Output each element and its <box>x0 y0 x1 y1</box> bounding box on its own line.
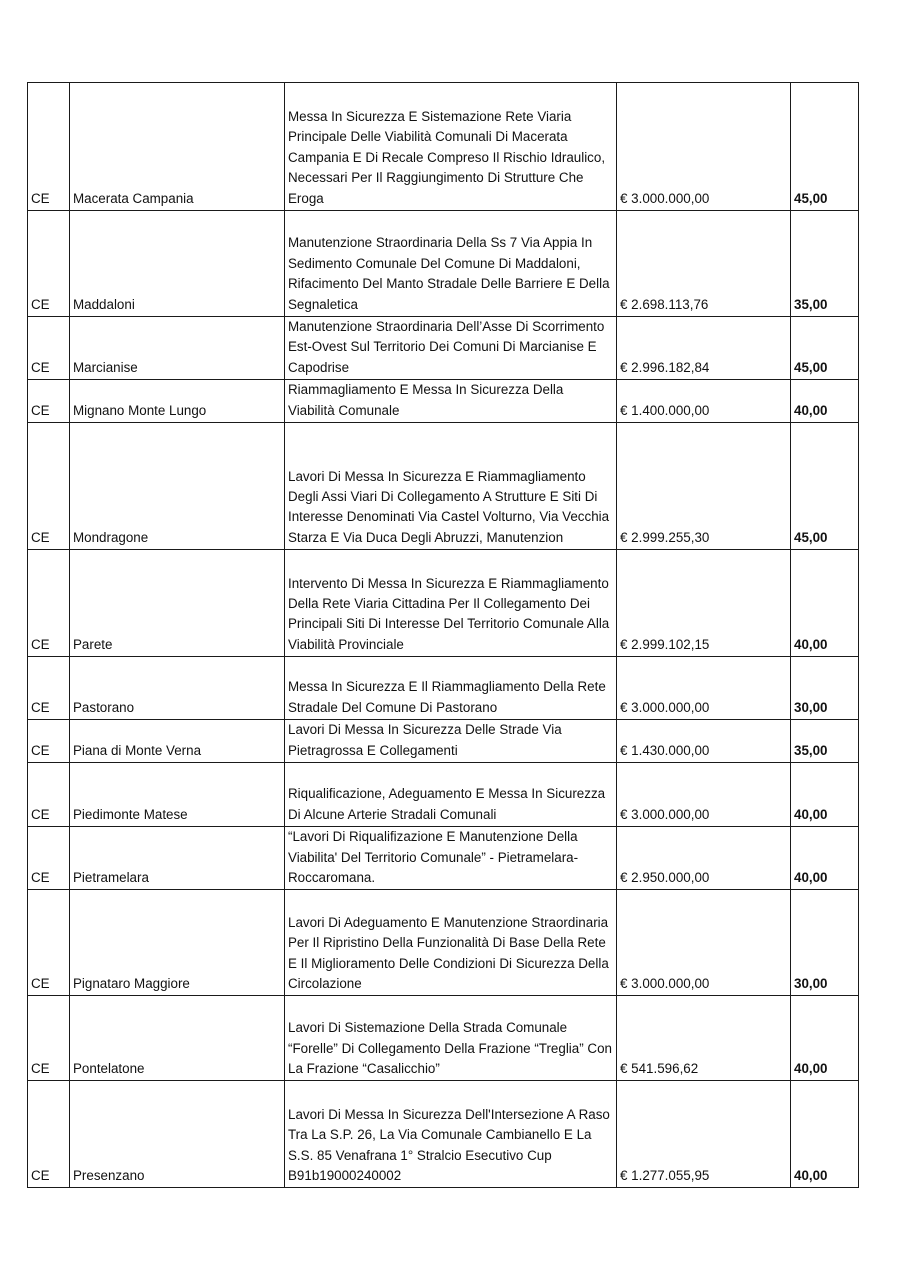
project-description: Manutenzione Straordinaria Dell’Asse Di Scorrimento Est-Ovest Sul Territorio Dei Comuni Di Marcianise E Capodrise <box>288 319 605 375</box>
score-cell <box>791 211 859 317</box>
description-cell <box>285 720 617 763</box>
province-cell <box>28 996 70 1081</box>
amount: € 1.400.000,00 <box>620 402 710 418</box>
table-row <box>28 890 859 996</box>
score: 45,00 <box>794 529 828 545</box>
province: CE <box>31 742 50 758</box>
project-description: Lavori Di Messa In Sicurezza Dell'Intersezione A Raso Tra La S.P. 26, La Via Comunale Cambianello E La S.S. 85 Venafrana 1° Stralcio Esecutivo Cup B91b19000240002 <box>288 1106 610 1184</box>
municipality: Pastorano <box>73 699 135 715</box>
table-row <box>28 380 859 423</box>
amount: € 3.000.000,00 <box>620 806 710 822</box>
score: 40,00 <box>794 870 828 886</box>
project-description: Riqualificazione, Adeguamento E Messa In Sicurezza Di Alcune Arterie Stradali Comunali <box>288 786 606 822</box>
score-cell <box>791 1081 859 1188</box>
province: CE <box>31 636 50 652</box>
municipality: Mondragone <box>73 529 149 545</box>
province: CE <box>31 359 50 375</box>
amount-cell <box>617 83 791 211</box>
amount: € 1.430.000,00 <box>620 742 710 758</box>
province: CE <box>31 402 50 418</box>
score: 45,00 <box>794 190 828 206</box>
municipality: Pietramelara <box>73 870 149 886</box>
province-cell <box>28 720 70 763</box>
project-description: Lavori Di Adeguamento E Manutenzione Straordinaria Per Il Ripristino Della Funzionalità Di Base Della Rete E Il Miglioramento Delle Condizioni Di Sicurezza Della Circolazione <box>288 914 609 992</box>
project-description: Intervento Di Messa In Sicurezza E Riammagliamento Della Rete Viaria Cittadina Per Il Collegamento Dei Principali Siti Di Interesse Del Territorio Comunale Alla Viabilità Provinciale <box>288 575 610 652</box>
amount: € 2.996.182,84 <box>620 359 710 375</box>
municipality-cell <box>70 83 285 211</box>
province: CE <box>31 529 50 545</box>
score: 30,00 <box>794 699 828 715</box>
score-cell <box>791 317 859 380</box>
amount-cell <box>617 1081 791 1188</box>
projects-table <box>27 82 859 1188</box>
project-description: Riammagliamento E Messa In Sicurezza Della Viabilità Comunale <box>288 382 564 418</box>
amount: € 1.277.055,95 <box>620 1168 710 1184</box>
province-cell <box>28 380 70 423</box>
description-cell <box>285 827 617 890</box>
score-cell <box>791 550 859 657</box>
municipality-cell <box>70 550 285 657</box>
municipality: Macerata Campania <box>73 190 194 206</box>
project-description: Messa In Sicurezza E Il Riammagliamento Della Rete Stradale Del Comune Di Pastorano <box>288 679 606 715</box>
score: 30,00 <box>794 976 828 992</box>
amount-cell <box>617 890 791 996</box>
score-cell <box>791 423 859 550</box>
amount-cell <box>617 317 791 380</box>
score: 40,00 <box>794 402 828 418</box>
project-description: Lavori Di Sistemazione Della Strada Comunale “Forelle” Di Collegamento Della Frazione “Treglia” Con La Frazione “Casalicchio” <box>288 1020 612 1077</box>
municipality-cell <box>70 423 285 550</box>
amount: € 3.000.000,00 <box>620 190 710 206</box>
province: CE <box>31 870 50 886</box>
project-description: Lavori Di Messa In Sicurezza E Riammagliamento Degli Assi Viari Di Collegamento A Strutture E Siti Di Interesse Denominati Via Castel Volturno, Via Vecchia Starza E Via Duca Degli Abruzzi, Manutenzion <box>288 468 610 545</box>
municipality: Marcianise <box>73 359 138 375</box>
municipality-cell <box>70 720 285 763</box>
amount: € 2.999.102,15 <box>620 636 710 652</box>
municipality: Piedimonte Matese <box>73 806 188 822</box>
municipality: Mignano Monte Lungo <box>73 402 207 418</box>
score-cell <box>791 890 859 996</box>
score-cell <box>791 827 859 890</box>
table-row <box>28 996 859 1081</box>
province-cell <box>28 83 70 211</box>
province-cell <box>28 657 70 720</box>
score-cell <box>791 720 859 763</box>
province: CE <box>31 976 50 992</box>
projects-table-body <box>28 83 859 1188</box>
table-row <box>28 827 859 890</box>
amount: € 541.596,62 <box>620 1061 699 1077</box>
municipality: Parete <box>73 636 113 652</box>
municipality-cell <box>70 763 285 827</box>
province-cell <box>28 211 70 317</box>
description-cell <box>285 211 617 317</box>
amount: € 2.698.113,76 <box>620 296 709 312</box>
table-row <box>28 317 859 380</box>
description-cell <box>285 423 617 550</box>
score: 35,00 <box>794 296 828 312</box>
municipality-cell <box>70 317 285 380</box>
province-cell <box>28 550 70 657</box>
municipality: Maddaloni <box>73 296 135 312</box>
score-cell <box>791 996 859 1081</box>
description-cell <box>285 657 617 720</box>
municipality: Pignataro Maggiore <box>73 976 190 992</box>
province-cell <box>28 1081 70 1188</box>
municipality-cell <box>70 827 285 890</box>
amount: € 2.950.000,00 <box>620 870 710 886</box>
description-cell <box>285 763 617 827</box>
amount-cell <box>617 763 791 827</box>
amount: € 3.000.000,00 <box>620 699 710 715</box>
amount-cell <box>617 657 791 720</box>
province-cell <box>28 423 70 550</box>
project-description: “Lavori Di Riqualifizazione E Manutenzione Della Viabilita' Del Territorio Comunale” - Pietramelara-Roccaromana. <box>288 829 579 886</box>
municipality-cell <box>70 996 285 1081</box>
province: CE <box>31 699 50 715</box>
description-cell <box>285 890 617 996</box>
table-row <box>28 657 859 720</box>
score-cell <box>791 763 859 827</box>
project-description: Lavori Di Messa In Sicurezza Delle Strade Via Pietragrossa E Collegamenti <box>288 722 562 758</box>
amount-cell <box>617 380 791 423</box>
municipality-cell <box>70 1081 285 1188</box>
amount: € 2.999.255,30 <box>620 529 710 545</box>
description-cell <box>285 83 617 211</box>
province-cell <box>28 317 70 380</box>
table-row <box>28 763 859 827</box>
amount-cell <box>617 720 791 763</box>
municipality-cell <box>70 657 285 720</box>
table-row <box>28 423 859 550</box>
table-row <box>28 550 859 657</box>
project-description: Manutenzione Straordinaria Della Ss 7 Via Appia In Sedimento Comunale Del Comune Di Maddaloni, Rifacimento Del Manto Stradale Delle Barriere E Della Segnaletica <box>288 235 610 312</box>
score-cell <box>791 657 859 720</box>
province-cell <box>28 890 70 996</box>
municipality-cell <box>70 380 285 423</box>
municipality: Presenzano <box>73 1168 145 1184</box>
municipality-cell <box>70 211 285 317</box>
project-description: Messa In Sicurezza E Sistemazione Rete Viaria Principale Delle Viabilità Comunali Di Macerata Campania E Di Recale Compreso Il Rischio Idraulico, Necessari Per Il Raggiungimento Di Strutture Che Eroga <box>288 108 606 206</box>
description-cell <box>285 380 617 423</box>
amount-cell <box>617 550 791 657</box>
province: CE <box>31 806 50 822</box>
municipality-cell <box>70 890 285 996</box>
province: CE <box>31 190 50 206</box>
score: 40,00 <box>794 636 828 652</box>
description-cell <box>285 1081 617 1188</box>
score: 45,00 <box>794 359 828 375</box>
province: CE <box>31 1168 50 1184</box>
table-row <box>28 211 859 317</box>
description-cell <box>285 996 617 1081</box>
province: CE <box>31 1061 50 1077</box>
description-cell <box>285 550 617 657</box>
description-cell <box>285 317 617 380</box>
amount-cell <box>617 996 791 1081</box>
province-cell <box>28 827 70 890</box>
score: 35,00 <box>794 742 828 758</box>
amount-cell <box>617 827 791 890</box>
table-row <box>28 83 859 211</box>
municipality: Piana di Monte Verna <box>73 742 202 758</box>
table-row <box>28 720 859 763</box>
amount-cell <box>617 211 791 317</box>
table-row <box>28 1081 859 1188</box>
municipality: Pontelatone <box>73 1061 145 1077</box>
amount: € 3.000.000,00 <box>620 976 710 992</box>
score: 40,00 <box>794 806 828 822</box>
score: 40,00 <box>794 1061 828 1077</box>
province-cell <box>28 763 70 827</box>
province: CE <box>31 296 50 312</box>
score-cell <box>791 83 859 211</box>
score: 40,00 <box>794 1168 828 1184</box>
amount-cell <box>617 423 791 550</box>
score-cell <box>791 380 859 423</box>
